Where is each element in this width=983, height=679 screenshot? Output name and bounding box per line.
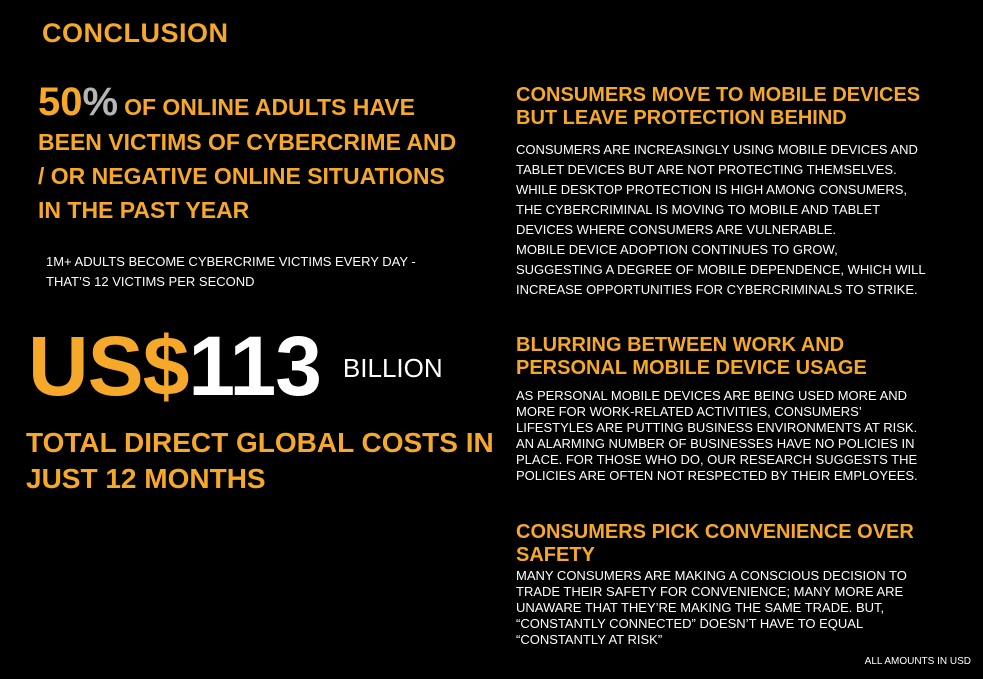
headline-stat <box>38 80 478 227</box>
section-body-line: SUGGESTING A DEGREE OF MOBILE DEPENDENCE, WHICH WILL <box>516 262 926 277</box>
cost-number: 113 <box>188 319 321 413</box>
section-body-line: THE CYBERCRIMINAL IS MOVING TO MOBILE AND TABLET <box>516 202 881 217</box>
section-body-line: INCREASE OPPORTUNITIES FOR CYBERCRIMINALS TO STRIKE. <box>516 282 918 297</box>
section-body-line: TRADE THEIR SAFETY FOR CONVENIENCE; MANY MORE ARE <box>516 584 904 599</box>
section-body-line: “CONSTANTLY CONNECTED” DOESN’T HAVE TO EQUAL <box>516 616 864 631</box>
section-body <box>516 140 966 300</box>
cost-figure <box>28 318 443 415</box>
section-body-line: LIFESTYLES ARE PUTTING BUSINESS ENVIRONMENTS AT RISK. <box>516 420 918 435</box>
section-body-line: MOBILE DEVICE ADOPTION CONTINUES TO GROW, <box>516 242 838 257</box>
subtext-line-1: 1M+ ADULTS BECOME CYBERCRIME VICTIMS EVERY DAY - <box>46 254 416 269</box>
section-body-line: TABLET DEVICES BUT ARE NOT PROTECTING THEMSELVES. <box>516 162 897 177</box>
section-work-personal-blurring <box>516 334 966 484</box>
section-heading-line: CONSUMERS MOVE TO MOBILE DEVICES <box>516 84 921 106</box>
section-body <box>516 568 966 648</box>
section-body-line: AN ALARMING NUMBER OF BUSINESSES HAVE NO POLICIES IN <box>516 436 915 451</box>
cost-caption-line-2: JUST 12 MONTHS <box>26 463 266 494</box>
subtext-line-2: THAT’S 12 VICTIMS PER SECOND <box>46 274 255 289</box>
stat-text-4: IN THE PAST YEAR <box>38 197 250 223</box>
stat-text-3: / OR NEGATIVE ONLINE SITUATIONS <box>38 163 445 189</box>
stat-percent-sign: % <box>82 80 119 124</box>
section-heading-line: PERSONAL MOBILE DEVICE USAGE <box>516 357 867 379</box>
stat-text-1: OF ONLINE ADULTS HAVE <box>124 94 415 120</box>
cost-unit: BILLION <box>342 353 443 383</box>
section-body-line: MORE FOR WORK-RELATED ACTIVITIES, CONSUMERS’ <box>516 404 862 419</box>
section-body-line: WHILE DESKTOP PROTECTION IS HIGH AMONG CONSUMERS, <box>516 182 908 197</box>
section-heading <box>516 521 966 567</box>
section-heading <box>516 84 966 130</box>
section-body-line: CONSUMERS ARE INCREASINGLY USING MOBILE DEVICES AND <box>516 142 918 157</box>
cost-currency: US$ <box>28 319 189 413</box>
section-heading-line: SAFETY <box>516 544 595 566</box>
section-heading-line: CONSUMERS PICK CONVENIENCE OVER <box>516 521 914 543</box>
stat-line-1 <box>38 80 478 125</box>
section-body-line: AS PERSONAL MOBILE DEVICES ARE BEING USED MORE AND <box>516 388 908 403</box>
section-heading <box>516 334 966 380</box>
stat-text-2: BEEN VICTIMS OF CYBERCRIME AND <box>38 129 457 155</box>
footnote: ALL AMOUNTS IN USD <box>864 656 971 667</box>
victims-subtext <box>46 252 466 292</box>
section-body-line: DEVICES WHERE CONSUMERS ARE VULNERABLE. <box>516 222 837 237</box>
section-body-line: POLICIES ARE OFTEN NOT RESPECTED BY THEIR EMPLOYEES. <box>516 468 918 483</box>
slide-title: CONCLUSION <box>42 18 229 48</box>
stat-number: 50 <box>38 80 83 124</box>
cost-caption <box>26 425 496 497</box>
section-body-line: PLACE. FOR THOSE WHO DO, OUR RESEARCH SUGGESTS THE <box>516 452 918 467</box>
cost-caption-line-1: TOTAL DIRECT GLOBAL COSTS IN <box>26 427 494 458</box>
section-body-line: UNAWARE THAT THEY’RE MAKING THE SAME TRADE. BUT, <box>516 600 885 615</box>
section-body-line: “CONSTANTLY AT RISK” <box>516 632 663 647</box>
section-convenience-over-safety <box>516 521 966 648</box>
section-mobile-protection <box>516 84 966 300</box>
section-heading-line: BUT LEAVE PROTECTION BEHIND <box>516 107 847 129</box>
section-body-line: MANY CONSUMERS ARE MAKING A CONSCIOUS DECISION TO <box>516 568 907 583</box>
section-heading-line: BLURRING BETWEEN WORK AND <box>516 334 845 356</box>
section-body <box>516 388 966 484</box>
